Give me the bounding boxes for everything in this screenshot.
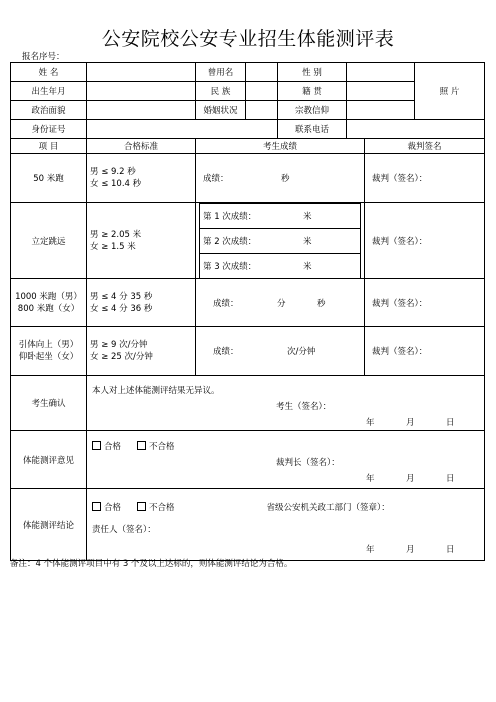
pullup-name xyxy=(11,327,87,376)
run1000-std-male: 男 ≤ 4 分 35 秒 xyxy=(90,291,153,302)
confirm-day: 日 xyxy=(446,418,455,428)
opinion-sign: 裁判长（签名）： xyxy=(276,458,340,468)
ethnicity-field[interactable] xyxy=(246,82,278,101)
conclusion-fail-checkbox[interactable] xyxy=(137,502,146,511)
conclusion-date xyxy=(90,543,481,555)
run1000-unit-min: 分 xyxy=(277,298,286,309)
name-field[interactable] xyxy=(87,63,196,82)
pullup-name-male: 引体向上（男） xyxy=(18,340,79,350)
run1000-score-label: 成绩： xyxy=(213,298,239,309)
run50-name: 50 米跑 xyxy=(11,154,87,203)
conclusion-responsible: 责任人（签名）： xyxy=(92,525,156,535)
pullup-std-male: 男 ≥ 9 次/分钟 xyxy=(90,340,148,350)
confirm-sign: 考生（签名）： xyxy=(276,402,332,412)
jump-judge[interactable] xyxy=(365,203,485,279)
col-header-standard: 合格标准 xyxy=(87,139,196,154)
pullup-score-unit: 次/分钟 xyxy=(287,347,316,357)
run50-score-unit: 秒 xyxy=(281,174,290,184)
confirm-date xyxy=(90,416,481,428)
conclusion-day: 日 xyxy=(446,545,455,555)
marital-label: 婚姻状况 xyxy=(196,101,246,120)
col-header-judge: 裁判签名 xyxy=(365,139,485,154)
page-title: 公安院校公安专业招生体能测评表 xyxy=(101,28,395,50)
conclusion-dept: 省级公安机关政工部门（签章）： xyxy=(266,503,390,513)
opinion-date xyxy=(90,472,481,484)
id-number-label: 身份证号 xyxy=(11,120,87,139)
jump-attempt-3-unit: 米 xyxy=(303,262,312,272)
jump-attempt-3[interactable] xyxy=(200,254,361,279)
conclusion-cell[interactable] xyxy=(87,489,485,561)
opinion-cell[interactable] xyxy=(87,431,485,489)
jump-attempt-2[interactable] xyxy=(200,229,361,254)
opinion-options xyxy=(90,440,481,452)
gender-label: 性 别 xyxy=(278,63,347,82)
jump-attempt-3-label: 第 3 次成绩： xyxy=(203,262,257,272)
opinion-fail-label: 不合格 xyxy=(149,442,175,452)
birth-field[interactable] xyxy=(87,82,196,101)
phone-field[interactable] xyxy=(347,120,485,139)
pullup-std-female: 女 ≥ 25 次/分钟 xyxy=(90,352,153,362)
footnote: 备注：4 个体能测评项目中有 3 个及以上达标的，则体能测评结论为合格。 xyxy=(10,559,293,569)
pullup-name-female: 仰卧起坐（女） xyxy=(18,352,79,362)
conclusion-options xyxy=(90,501,481,513)
evaluation-form xyxy=(10,62,485,561)
pullup-score-label: 成绩： xyxy=(213,347,239,357)
conclusion-year: 年 xyxy=(366,545,375,555)
run50-score-label: 成绩： xyxy=(203,174,229,184)
photo-box[interactable]: 照 片 xyxy=(415,63,485,120)
opinion-pass-label: 合格 xyxy=(104,442,122,452)
opinion-label: 体能测评意见 xyxy=(11,431,87,489)
col-header-item: 项 目 xyxy=(11,139,87,154)
run50-judge[interactable] xyxy=(365,154,485,203)
former-name-label: 曾用名 xyxy=(196,63,246,82)
pullup-score-cell[interactable] xyxy=(196,327,365,376)
confirm-label: 考生确认 xyxy=(11,376,87,431)
opinion-day: 日 xyxy=(446,474,455,484)
jump-std-female: 女 ≥ 1.5 米 xyxy=(90,241,136,252)
gender-field[interactable] xyxy=(347,63,415,82)
name-label: 姓 名 xyxy=(11,63,87,82)
id-number-field[interactable] xyxy=(87,120,278,139)
opinion-pass-checkbox[interactable] xyxy=(92,441,101,450)
run1000-std-female: 女 ≤ 4 分 36 秒 xyxy=(90,303,153,314)
registration-number-label: 报名序号： xyxy=(22,52,65,62)
conclusion-month: 月 xyxy=(406,545,415,555)
jump-attempt-1-unit: 米 xyxy=(303,212,312,222)
jump-score-cell xyxy=(196,203,365,279)
run50-std-male: 男 ≤ 9.2 秒 xyxy=(90,167,136,177)
run1000-judge-label: 裁判（签名）： xyxy=(372,298,428,309)
opinion-month: 月 xyxy=(406,474,415,484)
religion-field[interactable] xyxy=(347,101,415,120)
conclusion-pass-checkbox[interactable] xyxy=(92,502,101,511)
run1000-name xyxy=(11,279,87,327)
run1000-score-cell[interactable] xyxy=(196,279,365,327)
jump-attempt-2-label: 第 2 次成绩： xyxy=(203,237,257,247)
ethnicity-label: 民 族 xyxy=(196,82,246,101)
religion-label: 宗教信仰 xyxy=(278,101,347,120)
jump-name: 立定跳远 xyxy=(11,203,87,279)
pullup-judge-label: 裁判（签名）： xyxy=(372,347,428,357)
run50-std-female: 女 ≤ 10.4 秒 xyxy=(90,179,142,189)
native-place-field[interactable] xyxy=(347,82,415,101)
conclusion-pass-label: 合格 xyxy=(104,503,122,513)
jump-attempt-1[interactable] xyxy=(200,204,361,229)
run1000-unit-sec: 秒 xyxy=(317,298,326,309)
confirm-text: 本人对上述体能测评结果无异议。 xyxy=(92,386,220,396)
political-label: 政治面貌 xyxy=(11,101,87,120)
opinion-fail-checkbox[interactable] xyxy=(137,441,146,450)
confirm-month: 月 xyxy=(406,418,415,428)
former-name-field[interactable] xyxy=(246,63,278,82)
run1000-name-male: 1000 米跑（男） xyxy=(15,291,82,302)
run50-score-cell[interactable] xyxy=(196,154,365,203)
run50-judge-label: 裁判（签名）： xyxy=(372,174,428,184)
jump-std-male: 男 ≥ 2.05 米 xyxy=(90,229,142,240)
political-field[interactable] xyxy=(87,101,196,120)
pullup-judge[interactable] xyxy=(365,327,485,376)
phone-label: 联系电话 xyxy=(278,120,347,139)
run50-standard xyxy=(87,154,196,203)
native-place-label: 籍 贯 xyxy=(278,82,347,101)
pullup-standard xyxy=(87,327,196,376)
confirm-year: 年 xyxy=(366,418,375,428)
jump-judge-label: 裁判（签名）： xyxy=(372,236,428,247)
run1000-judge[interactable] xyxy=(365,279,485,327)
run1000-name-female: 800 米跑（女） xyxy=(17,303,80,314)
opinion-year: 年 xyxy=(366,474,375,484)
birth-label: 出生年月 xyxy=(11,82,87,101)
conclusion-fail-label: 不合格 xyxy=(149,503,175,513)
col-header-score: 考生成绩 xyxy=(196,139,365,154)
marital-field[interactable] xyxy=(246,101,278,120)
run1000-standard xyxy=(87,279,196,327)
conclusion-label: 体能测评结论 xyxy=(11,489,87,561)
jump-attempt-1-label: 第 1 次成绩： xyxy=(203,212,257,222)
confirm-cell[interactable] xyxy=(87,376,485,431)
jump-attempt-2-unit: 米 xyxy=(303,237,312,247)
jump-standard xyxy=(87,203,196,279)
